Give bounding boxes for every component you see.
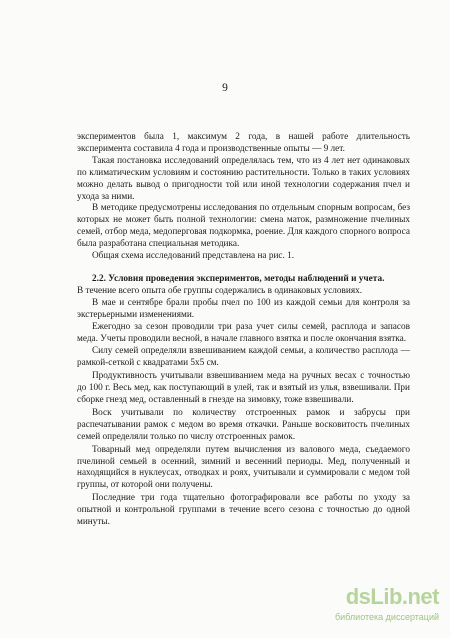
- section-paragraph-5: Продуктивность учитывали взвешиванием меда на ручных весах с точностью до 100 г. Весь мед, как поступающий в улей, так и взятый из улья, взвешивали. При сборке гнезд мед, оставленный в гнезде на зимовку, тоже взвешивали.: [77, 371, 410, 406]
- paragraph-3: В методике предусмотрены исследования по отдельным спорным вопросам, без которых не может быть полной технологии: смена маток, размножение пчелиных семей, отбор меда, медоперговая подкормка, роение. Для каждого спорного вопроса была разработана специальная методика.: [77, 203, 410, 250]
- watermark-logo: dsLib.net: [345, 584, 439, 609]
- section-paragraph-4: Силу семей определяли взвешиванием каждой семьи, а количество расплода — рамкой-сеткой с квадратами 5х5 см.: [77, 346, 410, 369]
- watermark-tagline: библиотека диссертаций: [334, 612, 439, 622]
- paragraph-1: экспериментов была 1, максимум 2 года, в нашей работе длительность эксперимента составила 4 года и производственные опыты — 9 лет.: [77, 132, 410, 154]
- section-paragraph-8: Последние три года тщательно фотографировали все работы по уходу за опытной и контрольной группами в течение всего сезона с точностью до одной минуты.: [77, 493, 410, 528]
- section-paragraph-6: Воск учитывали по количеству отстроенных рамок и забрусы при распечатывании рамок с медом во время откачки. Раньше восковитость пчелиных семей определяли только по числу отстроенных рамок.: [77, 407, 410, 442]
- paragraph-2: Такая постановка исследований определялась тем, что из 4 лет нет одинаковых по климатическим условиям и состоянию растительности. Только в таких условиях можно делать вывод о пригодности той или иной технологии содержания пчел и ухода за ними.: [77, 155, 410, 202]
- section-paragraph-1: В течение всего опыта обе группы содержались в одинаковых условиях.: [77, 285, 363, 296]
- body-text: [77, 132, 410, 529]
- paragraph-4: Общая схема исследований представлена на рис. 1.: [92, 251, 295, 262]
- page-number: 9: [222, 82, 228, 94]
- section-paragraph-7: Товарный мед определяли путем вычисления из валового меда, съедаемого пчелиной семьей в осенний, зимний и весенний периоды. Мед, полученный и находящийся в нуклеусах, отводках и роях, учитывали и суммировали с медом той группы, от которой они получены.: [77, 444, 410, 491]
- section-heading: 2.2. Условия проведения экспериментов, методы наблюдений и учета.: [92, 273, 385, 284]
- section-paragraph-2: В мае и сентябре брали пробы пчел по 100 из каждой семьи для контроля за экстерьерными изменениями.: [77, 297, 410, 320]
- dslib-watermark: [320, 582, 445, 632]
- section-paragraph-3: Ежегодно за сезон проводили три раза учет силы семей, расплода и запасов меда. Учеты проводили весной, в начале главного взятка и после окончания взятка.: [77, 321, 410, 344]
